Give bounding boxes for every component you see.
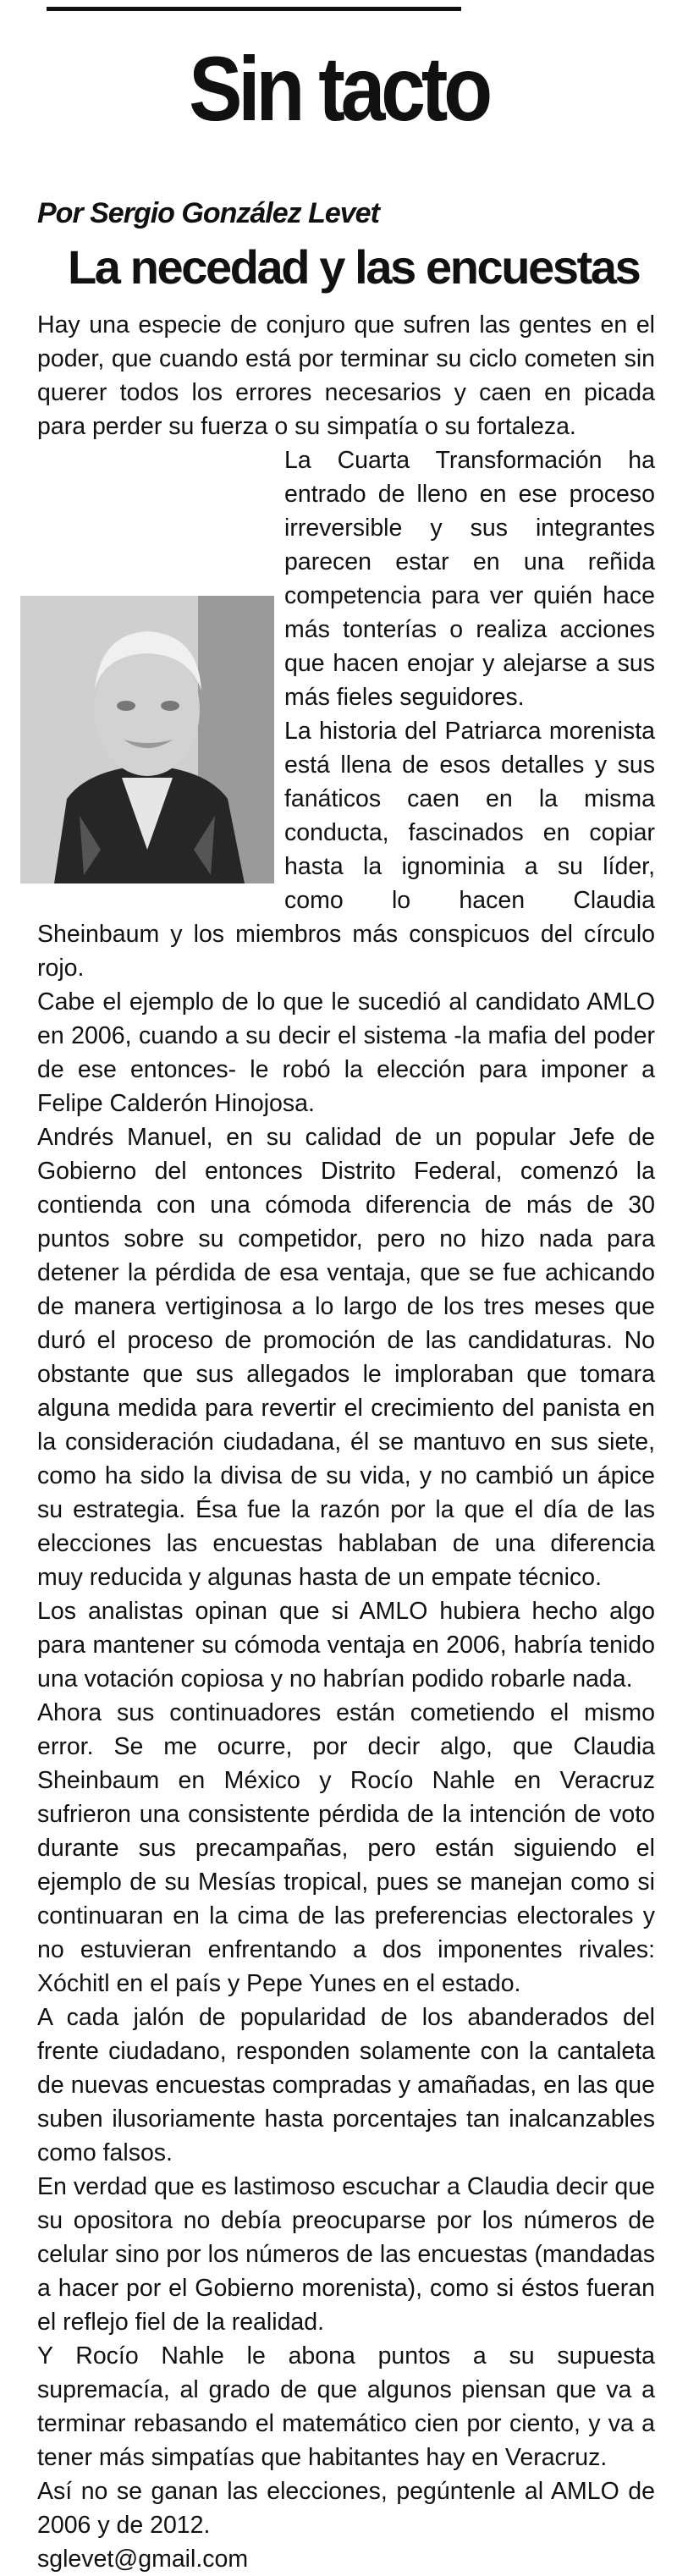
author-email[interactable]: sglevet@gmail.com [37, 2546, 249, 2573]
paragraph: La historia del Patriarca morenista está llena de esos detalles y sus fanáticos caen en la misma conducta, fascinados en copiar hasta la ignominia a su líder, como lo hacen Claudia Sheinbaum y los miembros más conspicuos del círculo rojo. [37, 718, 655, 982]
top-rule [47, 7, 461, 11]
paragraph: Cabe el ejemplo de lo que le sucedió al candidato AMLO en 2006, cuando a su decir el sistema -la mafia del poder de ese entonces- le robó la elección para imponer a Felipe Calderón Hinojosa. [37, 988, 655, 1117]
paragraph: Andrés Manuel, en su calidad de un popular Jefe de Gobierno del entonces Distrito Federal, comenzó la contienda con una cómoda diferencia de más de 30 puntos sobre su competidor, pero no hizo nada para detener la pérdida de esa ventaja, que se fue achicando de manera vertiginosa a lo largo de los tres meses que duró el proceso de promoción de las candidaturas. No obstante que sus allegados le imploraban que tomara alguna medida para revertir el crecimiento del panista en la consideración ciudadana, él se mantuvo en sus siete, como ha sido la divisa de su vida, y no cambió un ápice su estrategia. Ésa fue la razón por la que el día de las elecciones las encuestas hablaban de una diferencia muy reducida y algunas hasta de un empate técnico. [37, 1124, 655, 1591]
paragraph: Hay una especie de conjuro que sufren las gentes en el poder, que cuando está por terminar su ciclo cometen sin querer todos los errores necesarios y caen en picada para perder su fuerza o su simpatía o su fortaleza. [37, 311, 655, 440]
paragraph: Y Rocío Nahle le abona puntos a su supuesta supremacía, al grado de que algunos piensan que va a terminar rebasando el matemático cien por ciento, y va a tener más simpatías que habitantes hay en Veracruz. [37, 2342, 655, 2471]
author-photo [20, 596, 274, 883]
paragraph: Los analistas opinan que si AMLO hubiera hecho algo para mantener su cómoda ventaja en 2006, habría tenido una votación copiosa y no habrían podido robarle nada. [37, 1598, 655, 1693]
article-body [37, 308, 655, 2576]
byline: Por Sergio González Levet [37, 197, 379, 229]
paragraph: Así no se ganan las elecciones, pegúntenle al AMLO de 2006 y de 2012. [37, 2478, 655, 2539]
paragraph: La Cuarta Transformación ha entrado de lleno en ese proceso irreversible y sus integrantes parecen estar en una reñida competencia para ver quién hace más tonterías o realiza acciones que hacen enojar y alejarse a sus más fieles seguidores. [284, 447, 655, 711]
section-title: Sin tacto [189, 37, 488, 140]
paragraph: Ahora sus continuadores están cometiendo el mismo error. Se me ocurre, por decir algo, que Claudia Sheinbaum en México y Rocío Nahle en Veracruz sufrieron una consistente pérdida de la intención de voto durante sus precampañas, pero están siguiendo el ejemplo de su Mesías tropical, pues se manejan como si continuaran en la cima de las preferencias electorales y no estuvieran enfrentando a dos imponentes rivales: Xóchitl en el país y Pepe Yunes en el estado. [37, 1699, 655, 1997]
paragraph: En verdad que es lastimoso escuchar a Claudia decir que su opositora no debía preocuparse por los números de celular sino por los números de las encuestas (mandadas a hacer por el Gobierno morenista), como si éstos fueran el reflejo fiel de la realidad. [37, 2173, 655, 2336]
paragraph: A cada jalón de popularidad de los abanderados del frente ciudadano, responden solamente con la cantaleta de nuevas encuestas compradas y amañadas, en las que suben ilusoriamente hasta porcentajes tan inalcanzables como falsos. [37, 2004, 655, 2166]
headline: La necedad y las encuestas [68, 240, 640, 294]
